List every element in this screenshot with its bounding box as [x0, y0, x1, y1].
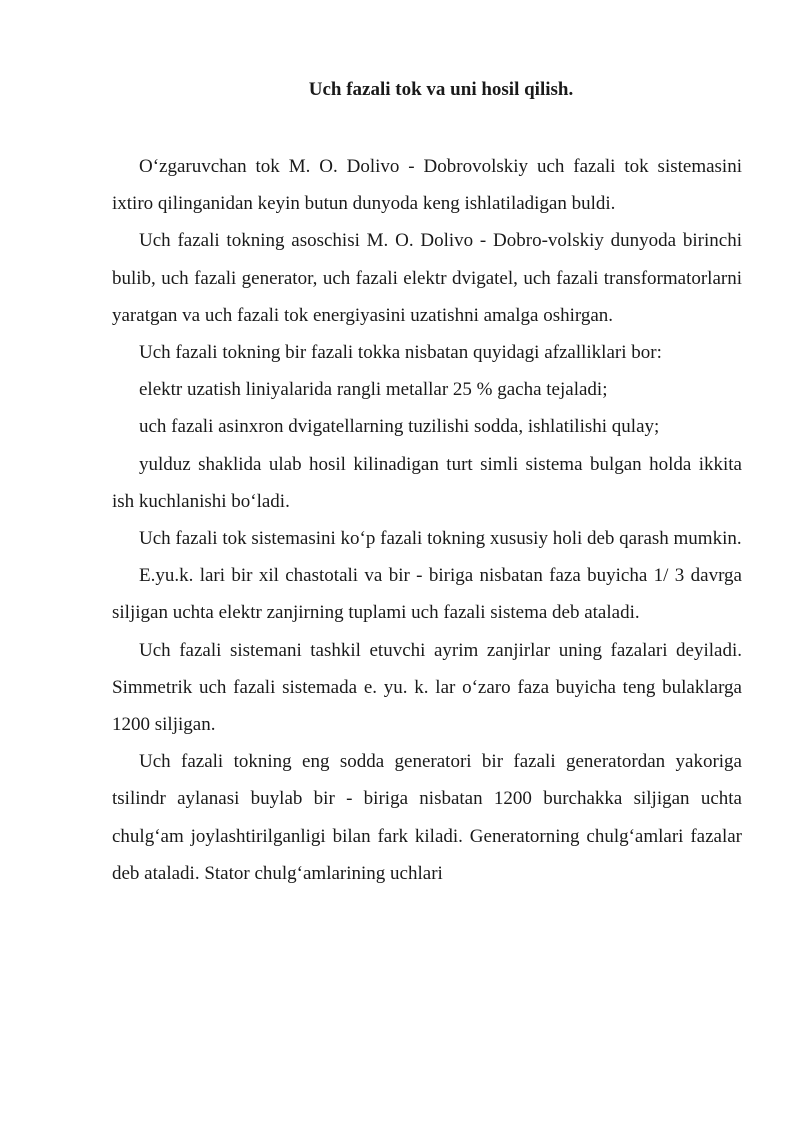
paragraph-10: Uch fazali tokning eng sodda generatori bir fazali generatordan yakoriga tsilindr aylanasi buylab bir - biriga nisbatan 1200 burchakka siljigan uchta chulg‘am joylashtirilganligi bilan fark kiladi. Generatorning chulg‘amlari fazalar deb ataladi. Stator chulg‘amlarining uchlari	[112, 751, 742, 884]
paragraph-1: O‘zgaruvchan tok M. O. Dolivo - Dobrovolskiy uch fazali tok sistemasini ixtiro qilinganidan keyin butun dunyoda keng ishlatiladigan buldi.	[112, 156, 742, 215]
paragraph-3: Uch fazali tokning bir fazali tokka nisbatan quyidagi afzalliklari bor:	[139, 342, 662, 364]
document-title: Uch fazali tok va uni hosil qilish.	[308, 79, 574, 100]
paragraph-2: Uch fazali tokning asoschisi M. O. Dolivo - Dobro-volskiy dunyoda birinchi bulib, uch fazali generator, uch fazali elektr dvigatel, uch fazali transformatorlarni yaratgan va uch fazali tok energiyasini uzatishni amalga oshirgan.	[112, 230, 742, 326]
paragraph-7: Uch fazali tok sistemasini ko‘p fazali tokning xususiy holi deb qarash mumkin.	[139, 528, 742, 550]
paragraph-5: uch fazali asinxron dvigatellarning tuzilishi sodda, ishlatilishi qulay;	[139, 416, 660, 438]
paragraph-6: yulduz shaklida ulab hosil kilinadigan turt simli sistema bulgan holda ikkita ish kuchlanishi bo‘ladi.	[112, 453, 742, 512]
document-body	[112, 148, 742, 892]
paragraph-9: Uch fazali sistemani tashkil etuvchi ayrim zanjirlar uning fazalari deyiladi. Simmetrik uch fazali sistemada e. yu. k. lar o‘zaro faza buyicha teng bulaklarga 1200 siljigan.	[112, 639, 742, 736]
page-content	[112, 72, 742, 892]
paragraph-8: E.yu.k. lari bir xil chastotali va bir - biriga nisbatan faza buyicha 1/ 3 davrga siljigan uchta elektr zanjirning tuplami uch fazali sistema deb ataladi.	[112, 565, 742, 624]
paragraph-4: elektr uzatish liniyalarida rangli metallar 25 % gacha tejaladi;	[139, 379, 608, 401]
